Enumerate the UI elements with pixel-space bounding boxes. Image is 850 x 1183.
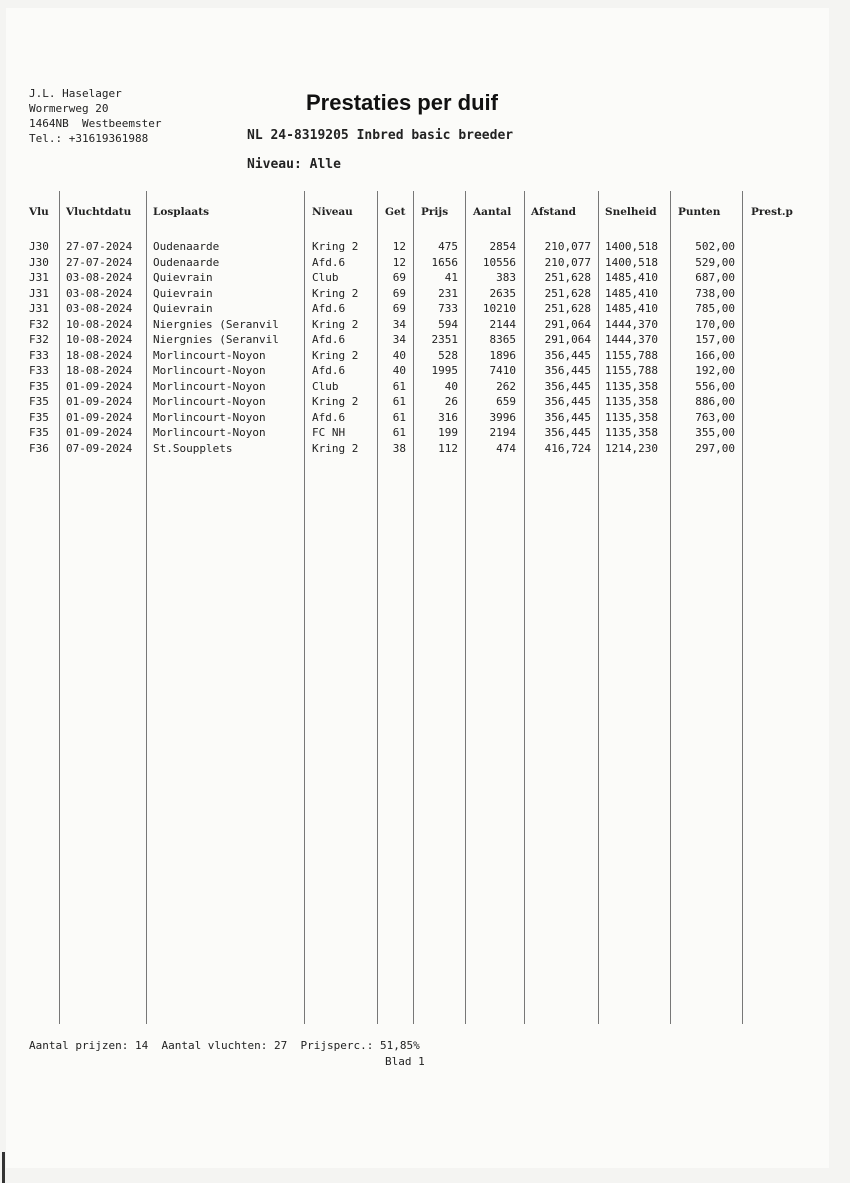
header-afstand: Afstand [531, 206, 577, 218]
cell-niveau: Kring 2 [312, 240, 359, 253]
cell-vlu: F33 [29, 348, 49, 362]
cell-niveau: Afd.6 [312, 333, 346, 346]
cell-afstand: 251,628 [544, 286, 591, 300]
cell-afstand: 251,628 [544, 271, 591, 284]
cell-snelheid: 1135,358 [605, 379, 658, 393]
cell-losplaats: Morlincourt-Noyon [153, 410, 266, 424]
cell-snelheid: 1400,518 [605, 240, 658, 253]
report-title: Prestaties per duif [306, 90, 498, 115]
table-row [0, 318, 850, 334]
page-number: Blad 1 [385, 1055, 425, 1068]
cell-niveau: Afd.6 [312, 255, 346, 269]
cell-losplaats: Quievrain [153, 302, 213, 315]
cell-punten: 166,00 [695, 348, 735, 362]
cell-vlu: F32 [29, 333, 49, 346]
cell-snelheid: 1155,788 [605, 364, 658, 377]
cell-date: 10-08-2024 [66, 333, 133, 346]
cell-niveau: Kring 2 [312, 317, 359, 331]
cell-get: 40 [392, 364, 406, 377]
cell-aantal: 8365 [489, 333, 516, 346]
cell-niveau: Afd.6 [312, 364, 346, 377]
level-filter: Niveau: Alle [247, 157, 341, 172]
header-niveau: Niveau [312, 206, 353, 218]
cell-punten: 192,00 [695, 364, 735, 377]
cell-snelheid: 1135,358 [605, 410, 658, 424]
cell-prijs: 40 [444, 379, 458, 393]
cell-aantal: 2635 [489, 286, 516, 300]
cell-prijs: 1656 [431, 255, 458, 269]
cell-afstand: 356,445 [544, 379, 591, 393]
cell-date: 01-09-2024 [66, 379, 133, 393]
table-row [0, 442, 850, 458]
cell-aantal: 10556 [482, 255, 516, 269]
cell-punten: 170,00 [695, 317, 735, 331]
cell-get: 69 [392, 286, 406, 300]
cell-losplaats: Niergnies (Seranvil [153, 333, 279, 346]
cell-losplaats: Morlincourt-Noyon [153, 395, 266, 408]
cell-vlu: F35 [29, 426, 49, 439]
cell-aantal: 474 [496, 441, 516, 455]
cell-get: 12 [392, 255, 406, 269]
cell-afstand: 251,628 [544, 302, 591, 315]
cell-vlu: F32 [29, 317, 49, 331]
cell-snelheid: 1444,370 [605, 333, 658, 346]
cell-afstand: 356,445 [544, 364, 591, 377]
cell-punten: 763,00 [695, 410, 735, 424]
table-row [0, 426, 850, 442]
cell-afstand: 356,445 [544, 426, 591, 439]
cell-snelheid: 1135,358 [605, 426, 658, 439]
cell-niveau: Kring 2 [312, 395, 359, 408]
cell-punten: 297,00 [695, 441, 735, 455]
paper-sheet [6, 8, 829, 1168]
cell-get: 38 [392, 441, 406, 455]
cell-vlu: F35 [29, 410, 49, 424]
cell-prijs: 733 [438, 302, 458, 315]
header-get: Get [385, 206, 406, 218]
cell-losplaats: Morlincourt-Noyon [153, 348, 266, 362]
cell-get: 61 [392, 410, 406, 424]
header-vlu: Vlu [29, 206, 49, 218]
summary-line: Aantal prijzen: 14 Aantal vluchten: 27 Prijsperc.: 51,85% [29, 1039, 420, 1052]
cell-afstand: 356,445 [544, 348, 591, 362]
cell-vlu: F33 [29, 364, 49, 377]
header-snelheid: Snelheid [605, 206, 657, 218]
cell-snelheid: 1214,230 [605, 441, 658, 455]
header-prijs: Prijs [421, 206, 449, 218]
table-row [0, 411, 850, 427]
cell-prijs: 316 [438, 410, 458, 424]
cell-vlu: F35 [29, 379, 49, 393]
cell-punten: 738,00 [695, 286, 735, 300]
cell-aantal: 3996 [489, 410, 516, 424]
cell-aantal: 2144 [489, 317, 516, 331]
sender-street: Wormerweg 20 [29, 102, 109, 115]
cell-prijs: 1995 [431, 364, 458, 377]
scan-edge-mark [2, 1152, 5, 1183]
cell-vlu: J30 [29, 255, 49, 269]
cell-niveau: Kring 2 [312, 348, 359, 362]
cell-punten: 886,00 [695, 395, 735, 408]
table-row [0, 240, 850, 256]
cell-losplaats: Niergnies (Seranvil [153, 317, 279, 331]
cell-vlu: J31 [29, 302, 49, 315]
cell-afstand: 356,445 [544, 410, 591, 424]
cell-punten: 157,00 [695, 333, 735, 346]
cell-niveau: Kring 2 [312, 441, 359, 455]
cell-punten: 529,00 [695, 255, 735, 269]
cell-get: 40 [392, 348, 406, 362]
sender-city: 1464NB Westbeemster [29, 117, 162, 130]
cell-prijs: 475 [438, 240, 458, 253]
cell-get: 69 [392, 271, 406, 284]
cell-prijs: 528 [438, 348, 458, 362]
cell-prijs: 2351 [431, 333, 458, 346]
cell-snelheid: 1155,788 [605, 348, 658, 362]
cell-vlu: J31 [29, 286, 49, 300]
cell-snelheid: 1444,370 [605, 317, 658, 331]
cell-punten: 556,00 [695, 379, 735, 393]
cell-get: 34 [392, 333, 406, 346]
sender-address [29, 86, 161, 146]
table-row [0, 364, 850, 380]
cell-afstand: 416,724 [544, 441, 591, 455]
cell-niveau: Club [312, 271, 339, 284]
table-row [0, 271, 850, 287]
cell-punten: 355,00 [695, 426, 735, 439]
cell-date: 18-08-2024 [66, 364, 133, 377]
cell-punten: 687,00 [695, 271, 735, 284]
table-row [0, 256, 850, 272]
cell-aantal: 659 [496, 395, 516, 408]
cell-get: 61 [392, 426, 406, 439]
cell-punten: 502,00 [695, 240, 735, 253]
cell-punten: 785,00 [695, 302, 735, 315]
cell-aantal: 2194 [489, 426, 516, 439]
cell-vlu: F35 [29, 395, 49, 408]
cell-date: 01-09-2024 [66, 410, 133, 424]
sender-phone: Tel.: +31619361988 [29, 132, 149, 145]
cell-get: 69 [392, 302, 406, 315]
cell-afstand: 210,077 [544, 255, 591, 269]
cell-date: 27-07-2024 [66, 255, 133, 269]
cell-losplaats: Quievrain [153, 271, 213, 284]
table-row [0, 349, 850, 365]
cell-vlu: J30 [29, 240, 49, 253]
cell-snelheid: 1485,410 [605, 302, 658, 315]
cell-niveau: Afd.6 [312, 410, 346, 424]
pigeon-id: NL 24-8319205 Inbred basic breeder [247, 128, 514, 143]
header-vluchtdatum: Vluchtdatu [66, 206, 132, 218]
header-prestatie: Prest.p [751, 206, 793, 218]
cell-date: 03-08-2024 [66, 271, 133, 284]
cell-date: 27-07-2024 [66, 240, 133, 253]
cell-losplaats: Morlincourt-Noyon [153, 379, 266, 393]
cell-prijs: 231 [438, 286, 458, 300]
cell-prijs: 112 [438, 441, 458, 455]
header-aantal: Aantal [473, 206, 512, 218]
cell-losplaats: Oudenaarde [153, 240, 220, 253]
cell-losplaats: Morlincourt-Noyon [153, 364, 266, 377]
cell-afstand: 210,077 [544, 240, 591, 253]
cell-snelheid: 1485,410 [605, 286, 658, 300]
cell-date: 10-08-2024 [66, 317, 133, 331]
cell-snelheid: 1400,518 [605, 255, 658, 269]
table-row [0, 302, 850, 318]
header-losplaats: Losplaats [153, 206, 209, 218]
cell-get: 61 [392, 395, 406, 408]
cell-prijs: 199 [438, 426, 458, 439]
cell-snelheid: 1135,358 [605, 395, 658, 408]
results-table [0, 240, 850, 457]
cell-afstand: 291,064 [544, 317, 591, 331]
cell-aantal: 7410 [489, 364, 516, 377]
cell-afstand: 291,064 [544, 333, 591, 346]
cell-losplaats: Oudenaarde [153, 255, 220, 269]
cell-date: 18-08-2024 [66, 348, 133, 362]
cell-date: 03-08-2024 [66, 286, 133, 300]
cell-date: 07-09-2024 [66, 441, 133, 455]
cell-vlu: J31 [29, 271, 49, 284]
cell-aantal: 383 [496, 271, 516, 284]
cell-date: 01-09-2024 [66, 426, 133, 439]
cell-losplaats: Morlincourt-Noyon [153, 426, 266, 439]
cell-aantal: 2854 [489, 240, 516, 253]
cell-niveau: Kring 2 [312, 286, 359, 300]
table-row [0, 395, 850, 411]
cell-date: 01-09-2024 [66, 395, 133, 408]
cell-losplaats: Quievrain [153, 286, 213, 300]
sender-name: J.L. Haselager [29, 87, 122, 100]
cell-aantal: 10210 [482, 302, 516, 315]
cell-prijs: 594 [438, 317, 458, 331]
cell-vlu: F36 [29, 441, 49, 455]
cell-losplaats: St.Soupplets [153, 441, 233, 455]
cell-niveau: Afd.6 [312, 302, 346, 315]
cell-aantal: 1896 [489, 348, 516, 362]
cell-prijs: 26 [444, 395, 458, 408]
table-row [0, 287, 850, 303]
cell-prijs: 41 [444, 271, 458, 284]
cell-get: 12 [392, 240, 406, 253]
header-punten: Punten [678, 206, 721, 218]
cell-aantal: 262 [496, 379, 516, 393]
cell-niveau: FC NH [312, 426, 346, 439]
cell-afstand: 356,445 [544, 395, 591, 408]
cell-get: 61 [392, 379, 406, 393]
cell-get: 34 [392, 317, 406, 331]
table-row [0, 333, 850, 349]
table-row [0, 380, 850, 396]
cell-date: 03-08-2024 [66, 302, 133, 315]
cell-snelheid: 1485,410 [605, 271, 658, 284]
cell-niveau: Club [312, 379, 339, 393]
